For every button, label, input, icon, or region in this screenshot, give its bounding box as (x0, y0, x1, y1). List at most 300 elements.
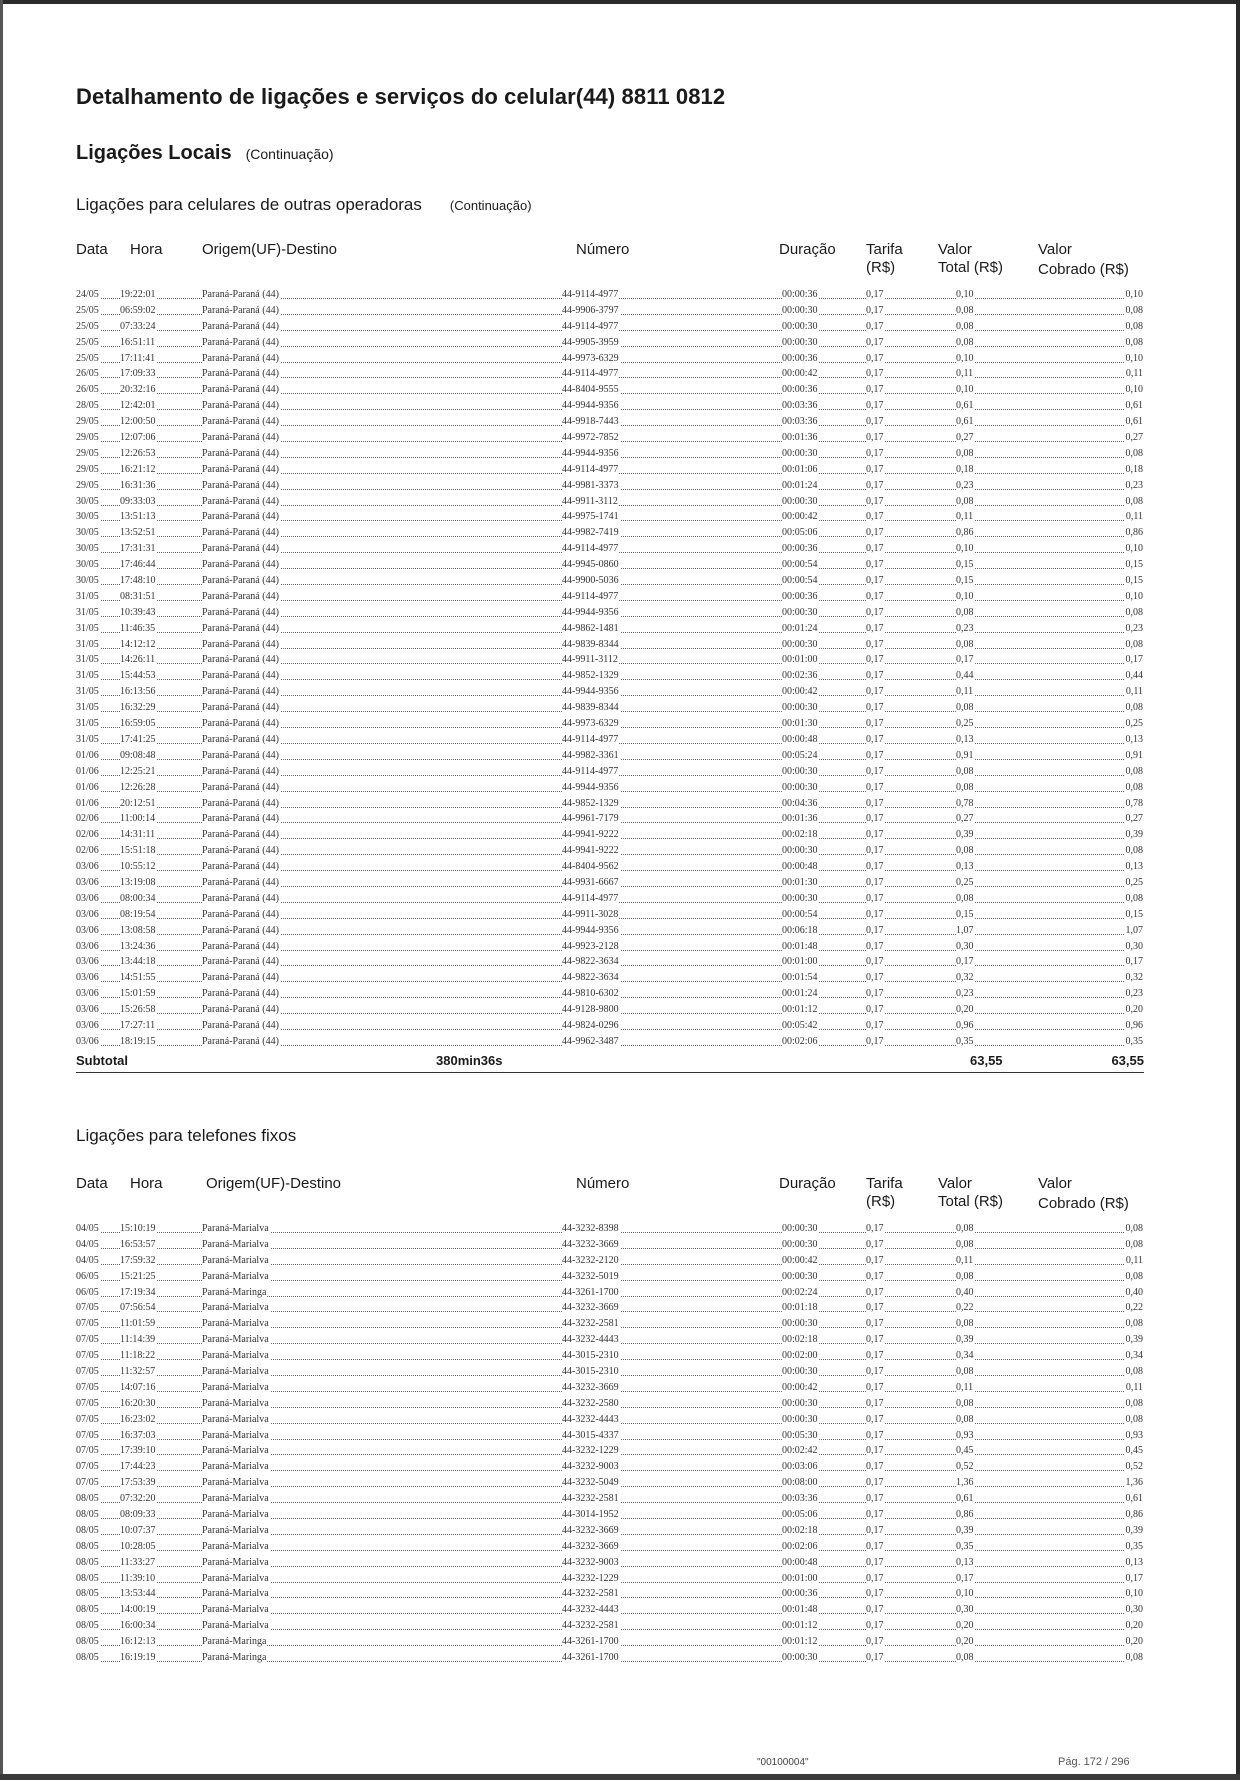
row-valor-total: 0,78 (956, 797, 974, 809)
row-date: 30/05 (76, 511, 99, 523)
row-valor-total: 0,22 (956, 1302, 974, 1314)
row-duracao: 00:02:06 (782, 1035, 818, 1047)
row-numero: 44-3232-1229 (562, 1445, 619, 1457)
row-time: 16:20:30 (120, 1397, 156, 1409)
row-valor-cobrado: 0,27 (1125, 813, 1143, 825)
row-duracao: 00:00:42 (782, 1381, 818, 1393)
row-time: 09:33:03 (120, 495, 156, 507)
row-valor-total: 0,10 (956, 590, 974, 602)
row-valor-total: 0,17 (956, 956, 974, 968)
row-numero: 44-3232-4443 (562, 1604, 619, 1616)
row-date: 30/05 (76, 495, 99, 507)
row-numero: 44-9944-9356 (562, 781, 619, 793)
table-row (76, 1237, 1144, 1253)
row-date: 30/05 (76, 527, 99, 539)
row-origem-destino: Paraná-Paraná (44) (202, 1019, 279, 1031)
table-row (76, 303, 1144, 319)
row-numero: 44-3232-2581 (562, 1493, 619, 1505)
row-valor-cobrado: 0,08 (1125, 495, 1143, 507)
row-valor-total: 0,23 (956, 479, 974, 491)
row-numero: 44-3232-2581 (562, 1588, 619, 1600)
row-origem-destino: Paraná-Paraná (44) (202, 892, 279, 904)
row-numero: 44-9981-3373 (562, 479, 619, 491)
row-date: 08/05 (76, 1509, 99, 1521)
row-tarifa: 0,17 (866, 1035, 884, 1047)
row-date: 08/05 (76, 1540, 99, 1552)
row-time: 07:56:54 (120, 1302, 156, 1314)
row-origem-destino: Paraná-Paraná (44) (202, 447, 279, 459)
row-valor-cobrado: 0,23 (1125, 622, 1143, 634)
row-valor-total: 0,32 (956, 972, 974, 984)
row-duracao: 00:00:30 (782, 1652, 818, 1664)
row-time: 13:19:08 (120, 876, 156, 888)
row-numero: 44-3232-2581 (562, 1620, 619, 1632)
row-date: 08/05 (76, 1493, 99, 1505)
row-origem-destino: Paraná-Paraná (44) (202, 638, 279, 650)
row-origem-destino: Paraná-Paraná (44) (202, 956, 279, 968)
row-tarifa: 0,17 (866, 733, 884, 745)
table-row (76, 1459, 1144, 1475)
row-valor-total: 0,45 (956, 1445, 974, 1457)
row-valor-cobrado: 1,36 (1125, 1477, 1143, 1489)
row-date: 08/05 (76, 1556, 99, 1568)
row-tarifa: 0,17 (866, 384, 884, 396)
row-numero: 44-9944-9356 (562, 400, 619, 412)
row-time: 13:08:58 (120, 924, 156, 936)
row-time: 15:26:58 (120, 1004, 156, 1016)
row-duracao: 00:05:24 (782, 749, 818, 761)
row-date: 07/05 (76, 1461, 99, 1473)
row-time: 11:32:57 (120, 1366, 156, 1378)
row-date: 01/06 (76, 749, 99, 761)
row-tarifa: 0,17 (866, 304, 884, 316)
row-date: 02/06 (76, 845, 99, 857)
row-valor-total: 0,08 (956, 1652, 974, 1664)
row-valor-cobrado: 0,39 (1125, 1524, 1143, 1536)
row-date: 03/06 (76, 892, 99, 904)
scan-border-left (0, 0, 3, 1780)
row-valor-cobrado: 0,13 (1125, 1556, 1143, 1568)
row-origem-destino: Paraná-Paraná (44) (202, 749, 279, 761)
row-time: 13:44:18 (120, 956, 156, 968)
row-valor-cobrado: 0,08 (1125, 606, 1143, 618)
row-date: 07/05 (76, 1381, 99, 1393)
row-valor-cobrado: 0,10 (1125, 384, 1143, 396)
row-date: 08/05 (76, 1620, 99, 1632)
row-numero: 44-9114-4977 (562, 320, 619, 332)
row-valor-total: 0,15 (956, 575, 974, 587)
row-valor-total: 0,13 (956, 733, 974, 745)
row-numero: 44-9972-7852 (562, 432, 619, 444)
row-date: 03/06 (76, 972, 99, 984)
row-duracao: 00:01:54 (782, 972, 818, 984)
row-date: 31/05 (76, 638, 99, 650)
row-valor-total: 0,08 (956, 702, 974, 714)
row-valor-total: 0,08 (956, 1397, 974, 1409)
row-valor-total: 0,35 (956, 1540, 974, 1552)
row-numero: 44-3232-3669 (562, 1302, 619, 1314)
row-date: 02/06 (76, 813, 99, 825)
row-numero: 44-9944-9356 (562, 924, 619, 936)
row-tarifa: 0,17 (866, 1556, 884, 1568)
row-valor-cobrado: 0,08 (1125, 1223, 1143, 1234)
row-time: 08:09:33 (120, 1509, 156, 1521)
row-time: 13:53:44 (120, 1588, 156, 1600)
row-valor-total: 0,61 (956, 1493, 974, 1505)
row-valor-cobrado: 0,15 (1125, 559, 1143, 571)
row-origem-destino: Paraná-Marialva (202, 1254, 269, 1266)
row-time: 12:00:50 (120, 416, 156, 428)
row-time: 11:18:22 (120, 1350, 156, 1362)
row-valor-total: 0,10 (956, 1588, 974, 1600)
row-valor-total: 0,08 (956, 1223, 974, 1234)
row-valor-cobrado: 0,08 (1125, 638, 1143, 650)
row-time: 16:13:56 (120, 686, 156, 698)
row-date: 08/05 (76, 1588, 99, 1600)
row-valor-cobrado: 0,40 (1125, 1286, 1143, 1298)
row-duracao: 00:00:30 (782, 320, 818, 332)
row-origem-destino: Paraná-Marialva (202, 1366, 269, 1378)
row-valor-cobrado: 0,08 (1125, 1366, 1143, 1378)
row-valor-total: 0,96 (956, 1019, 974, 1031)
row-origem-destino: Paraná-Maringa (202, 1652, 267, 1664)
row-valor-cobrado: 0,11 (1125, 511, 1143, 523)
row-numero: 44-3232-9003 (562, 1556, 619, 1568)
row-valor-total: 0,18 (956, 463, 974, 475)
row-valor-cobrado: 0,23 (1125, 479, 1143, 491)
row-tarifa: 0,17 (866, 1413, 884, 1425)
row-date: 26/05 (76, 384, 99, 396)
row-date: 03/06 (76, 1004, 99, 1016)
row-numero: 44-9931-6667 (562, 876, 619, 888)
row-time: 14:31:11 (120, 829, 156, 841)
row-duracao: 00:00:30 (782, 1270, 818, 1282)
row-duracao: 00:00:48 (782, 861, 818, 873)
row-duracao: 00:00:30 (782, 1366, 818, 1378)
row-tarifa: 0,17 (866, 1019, 884, 1031)
row-date: 26/05 (76, 368, 99, 380)
row-origem-destino: Paraná-Paraná (44) (202, 670, 279, 682)
row-valor-cobrado: 0,08 (1125, 765, 1143, 777)
row-tarifa: 0,17 (866, 1429, 884, 1441)
row-tarifa: 0,17 (866, 1652, 884, 1664)
row-valor-cobrado: 0,61 (1125, 400, 1143, 412)
row-valor-total: 0,30 (956, 940, 974, 952)
row-duracao: 00:00:36 (782, 590, 818, 602)
row-duracao: 00:02:42 (782, 1445, 818, 1457)
row-numero: 44-9911-3112 (562, 654, 618, 666)
table-row (76, 1491, 1144, 1507)
row-duracao: 00:00:30 (782, 1238, 818, 1250)
row-origem-destino: Paraná-Paraná (44) (202, 416, 279, 428)
row-origem-destino: Paraná-Paraná (44) (202, 368, 279, 380)
row-valor-cobrado: 0,35 (1125, 1035, 1143, 1047)
subtotal-row (76, 1050, 1144, 1073)
table-row (76, 462, 1144, 478)
row-origem-destino: Paraná-Marialva (202, 1445, 269, 1457)
row-numero: 44-9900-5036 (562, 575, 619, 587)
row-origem-destino: Paraná-Marialva (202, 1381, 269, 1393)
row-valor-total: 0,23 (956, 622, 974, 634)
row-numero: 44-9982-7419 (562, 527, 619, 539)
table-row (76, 414, 1144, 430)
row-date: 08/05 (76, 1572, 99, 1584)
row-valor-cobrado: 0,11 (1125, 686, 1143, 698)
row-tarifa: 0,17 (866, 686, 884, 698)
row-valor-cobrado: 0,78 (1125, 797, 1143, 809)
row-time: 11:33:27 (120, 1556, 156, 1568)
row-valor-total: 0,08 (956, 447, 974, 459)
header-numero: Número (576, 241, 630, 258)
row-valor-cobrado: 0,10 (1125, 543, 1143, 555)
table-row (76, 1348, 1144, 1364)
row-valor-cobrado: 0,15 (1125, 908, 1143, 920)
row-origem-destino: Paraná-Paraná (44) (202, 733, 279, 745)
row-valor-cobrado: 0,32 (1125, 972, 1143, 984)
row-date: 04/05 (76, 1254, 99, 1266)
table-row (76, 382, 1144, 398)
row-valor-cobrado: 0,45 (1125, 1445, 1143, 1457)
table-row (76, 1618, 1144, 1634)
row-valor-cobrado: 0,20 (1125, 1620, 1143, 1632)
row-duracao: 00:00:30 (782, 606, 818, 618)
row-origem-destino: Paraná-Paraná (44) (202, 463, 279, 475)
row-valor-total: 0,08 (956, 638, 974, 650)
row-valor-total: 0,08 (956, 495, 974, 507)
row-time: 13:52:51 (120, 527, 156, 539)
row-valor-cobrado: 0,39 (1125, 829, 1143, 841)
row-origem-destino: Paraná-Paraná (44) (202, 384, 279, 396)
row-valor-total: 0,61 (956, 416, 974, 428)
row-date: 03/06 (76, 1019, 99, 1031)
header-hora: Hora (130, 241, 163, 258)
row-time: 15:51:18 (120, 845, 156, 857)
row-date: 08/05 (76, 1604, 99, 1616)
row-tarifa: 0,17 (866, 797, 884, 809)
row-valor-total: 0,08 (956, 892, 974, 904)
row-tarifa: 0,17 (866, 1254, 884, 1266)
row-origem-destino: Paraná-Maringa (202, 1286, 267, 1298)
row-valor-total: 0,17 (956, 654, 974, 666)
row-valor-total: 0,61 (956, 400, 974, 412)
row-valor-total: 0,08 (956, 1238, 974, 1250)
row-tarifa: 0,17 (866, 1540, 884, 1552)
row-valor-cobrado: 0,08 (1125, 304, 1143, 316)
row-duracao: 00:02:00 (782, 1350, 818, 1362)
row-date: 03/06 (76, 956, 99, 968)
row-time: 08:31:51 (120, 590, 156, 602)
row-duracao: 00:00:30 (782, 336, 818, 348)
row-time: 16:51:11 (120, 336, 156, 348)
row-numero: 44-9114-4977 (562, 765, 619, 777)
row-time: 17:11:41 (120, 352, 156, 364)
row-valor-cobrado: 0,34 (1125, 1350, 1143, 1362)
row-numero: 44-9973-6329 (562, 718, 619, 730)
celulares-continuation: (Continuação) (449, 198, 532, 213)
table-row (76, 716, 1144, 732)
row-time: 16:00:34 (120, 1620, 156, 1632)
row-origem-destino: Paraná-Paraná (44) (202, 432, 279, 444)
row-date: 25/05 (76, 336, 99, 348)
row-duracao: 00:01:12 (782, 1004, 818, 1016)
row-duracao: 00:01:24 (782, 479, 818, 491)
table-row (76, 764, 1144, 780)
row-valor-cobrado: 0,25 (1125, 876, 1143, 888)
row-numero: 44-9944-9356 (562, 447, 619, 459)
row-valor-cobrado: 0,13 (1125, 861, 1143, 873)
row-time: 09:08:48 (120, 749, 156, 761)
row-origem-destino: Paraná-Marialva (202, 1413, 269, 1425)
row-valor-total: 0,40 (956, 1286, 974, 1298)
row-time: 12:25:21 (120, 765, 156, 777)
row-valor-cobrado: 0,13 (1125, 733, 1143, 745)
table-row (76, 1555, 1144, 1571)
fixos-table (76, 1175, 1144, 1666)
row-date: 07/05 (76, 1350, 99, 1362)
row-valor-cobrado: 0,08 (1125, 1270, 1143, 1282)
header-tarifa: Tarifa (866, 1175, 903, 1192)
row-origem-destino: Paraná-Paraná (44) (202, 590, 279, 602)
section-title (76, 142, 334, 165)
row-valor-total: 0,13 (956, 861, 974, 873)
row-numero: 44-9975-1741 (562, 511, 619, 523)
row-date: 06/05 (76, 1286, 99, 1298)
table-row (76, 1380, 1144, 1396)
row-time: 07:33:24 (120, 320, 156, 332)
row-tarifa: 0,17 (866, 765, 884, 777)
row-date: 29/05 (76, 479, 99, 491)
table-row (76, 1332, 1144, 1348)
row-origem-destino: Paraná-Paraná (44) (202, 781, 279, 793)
row-tarifa: 0,17 (866, 829, 884, 841)
row-duracao: 00:00:30 (782, 765, 818, 777)
row-numero: 44-9822-3634 (562, 972, 619, 984)
row-numero: 44-9906-3797 (562, 304, 619, 316)
table-row (76, 811, 1144, 827)
row-time: 17:09:33 (120, 368, 156, 380)
header-hora: Hora (130, 1175, 163, 1192)
row-valor-cobrado: 0,96 (1125, 1019, 1143, 1031)
row-duracao: 00:01:06 (782, 463, 818, 475)
row-origem-destino: Paraná-Paraná (44) (202, 352, 279, 364)
row-origem-destino: Paraná-Paraná (44) (202, 797, 279, 809)
row-duracao: 00:00:30 (782, 1318, 818, 1330)
table-row (76, 907, 1144, 923)
table-row (76, 398, 1144, 414)
row-numero: 44-9114-4977 (562, 463, 619, 475)
row-origem-destino: Paraná-Paraná (44) (202, 988, 279, 1000)
row-duracao: 00:00:42 (782, 368, 818, 380)
row-duracao: 00:01:18 (782, 1302, 818, 1314)
row-tarifa: 0,17 (866, 1238, 884, 1250)
row-valor-cobrado: 0,30 (1125, 1604, 1143, 1616)
row-date: 31/05 (76, 606, 99, 618)
row-time: 17:44:23 (120, 1461, 156, 1473)
header-duracao: Duração (779, 241, 836, 258)
row-duracao: 00:00:42 (782, 511, 818, 523)
row-tarifa: 0,17 (866, 1604, 884, 1616)
row-numero: 44-9822-3634 (562, 956, 619, 968)
table-row (76, 843, 1144, 859)
header-valor-cobrado-2: Cobrado (R$) (1038, 1195, 1129, 1212)
row-valor-cobrado: 0,08 (1125, 892, 1143, 904)
row-valor-total: 0,25 (956, 718, 974, 730)
row-time: 14:07:16 (120, 1381, 156, 1393)
row-valor-total: 0,39 (956, 1334, 974, 1346)
row-valor-cobrado: 0,39 (1125, 1334, 1143, 1346)
row-origem-destino: Paraná-Paraná (44) (202, 702, 279, 714)
table-row (76, 1018, 1144, 1034)
row-time: 07:32:20 (120, 1493, 156, 1505)
row-date: 03/06 (76, 876, 99, 888)
row-time: 14:51:55 (120, 972, 156, 984)
row-time: 06:59:02 (120, 304, 156, 316)
row-valor-total: 0,15 (956, 559, 974, 571)
row-tarifa: 0,17 (866, 670, 884, 682)
row-numero: 44-9923-2128 (562, 940, 619, 952)
table-row (76, 827, 1144, 843)
row-numero: 44-3232-3669 (562, 1540, 619, 1552)
row-valor-cobrado: 0,17 (1125, 1572, 1143, 1584)
row-origem-destino: Paraná-Marialva (202, 1223, 269, 1234)
row-valor-total: 0,30 (956, 1604, 974, 1616)
celulares-subtitle (76, 195, 532, 215)
row-date: 07/05 (76, 1334, 99, 1346)
row-duracao: 00:02:18 (782, 1334, 818, 1346)
row-duracao: 00:00:36 (782, 384, 818, 396)
row-duracao: 00:00:42 (782, 1254, 818, 1266)
row-origem-destino: Paraná-Paraná (44) (202, 289, 279, 300)
row-origem-destino: Paraná-Paraná (44) (202, 876, 279, 888)
row-valor-total: 0,08 (956, 304, 974, 316)
row-valor-total: 0,39 (956, 1524, 974, 1536)
document-code: "00100004" (757, 1757, 809, 1768)
table-row (76, 986, 1144, 1002)
row-tarifa: 0,17 (866, 1509, 884, 1521)
row-valor-total: 0,08 (956, 1270, 974, 1282)
row-date: 30/05 (76, 559, 99, 571)
header-valor-cobrado: Valor (1038, 241, 1072, 258)
row-valor-cobrado: 0,11 (1125, 1381, 1143, 1393)
row-valor-cobrado: 0,93 (1125, 1429, 1143, 1441)
header-tarifa-unit: (R$) (866, 259, 896, 276)
table-row (76, 1602, 1144, 1618)
row-time: 18:19:15 (120, 1035, 156, 1047)
row-date: 08/05 (76, 1636, 99, 1648)
row-tarifa: 0,17 (866, 606, 884, 618)
row-valor-cobrado: 0,25 (1125, 718, 1143, 730)
table-row (76, 1428, 1144, 1444)
row-tarifa: 0,17 (866, 1477, 884, 1489)
table-row (76, 1253, 1144, 1269)
row-duracao: 00:00:48 (782, 733, 818, 745)
row-duracao: 00:02:36 (782, 670, 818, 682)
header-origem: Origem(UF)-Destino (206, 1175, 342, 1192)
row-time: 13:51:13 (120, 511, 156, 523)
row-duracao: 00:00:30 (782, 1397, 818, 1409)
row-date: 07/05 (76, 1366, 99, 1378)
row-date: 01/06 (76, 781, 99, 793)
row-numero: 44-9114-4977 (562, 590, 619, 602)
row-duracao: 00:05:06 (782, 1509, 818, 1521)
table-row (76, 1412, 1144, 1428)
row-numero: 44-3232-8398 (562, 1223, 619, 1234)
row-duracao: 00:01:24 (782, 622, 818, 634)
row-numero: 44-3232-5049 (562, 1477, 619, 1489)
row-valor-total: 0,10 (956, 543, 974, 555)
row-tarifa: 0,17 (866, 1223, 884, 1234)
row-valor-total: 0,13 (956, 1556, 974, 1568)
